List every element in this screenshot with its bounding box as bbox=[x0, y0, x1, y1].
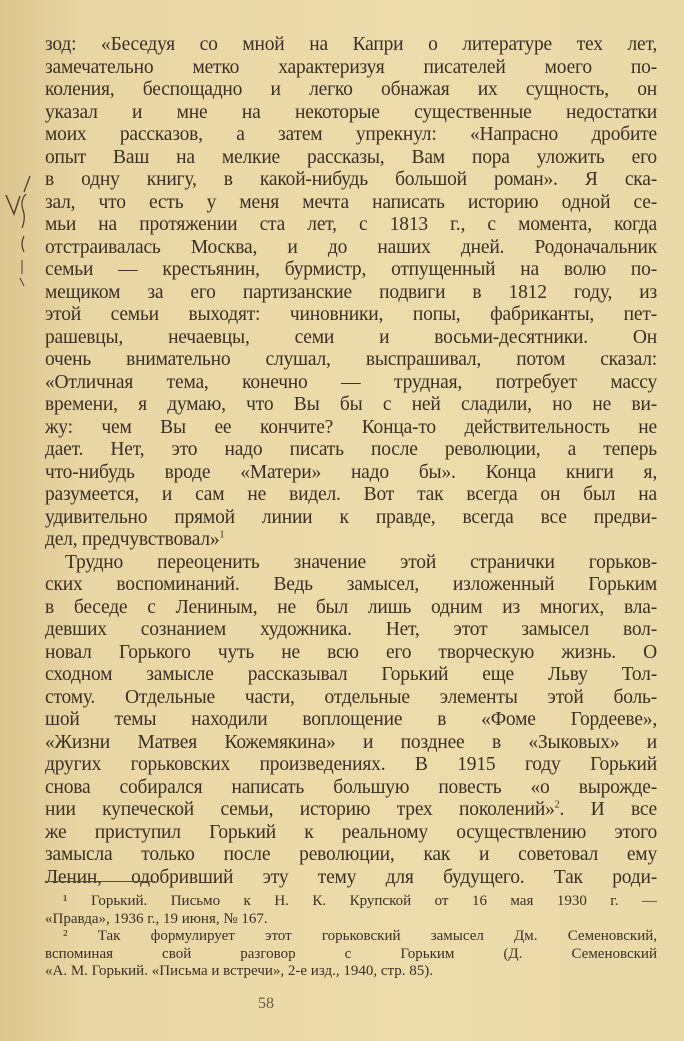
text-line-text: стому. Отдельные части, отдельные элементы этой боль- bbox=[45, 686, 657, 708]
text-line-text: дает. Нет, это надо писать после революции, а теперь bbox=[45, 439, 657, 460]
text-line bbox=[45, 237, 657, 260]
footnote-line-text: ¹ Горький. Письмо к Н. К. Крупской от 16 мая 1930 г. — bbox=[63, 893, 657, 909]
text-line-text: рашевцы, нечаевцы, семи и восьми-десятники. Он bbox=[45, 326, 657, 348]
text-line-text: нии купеческой семьи, историю трех поколений» bbox=[45, 799, 555, 820]
text-line bbox=[45, 102, 657, 125]
text-line-text: очень внимательно слушал, выспрашивал, потом сказал: bbox=[45, 349, 657, 370]
text-line bbox=[45, 642, 657, 665]
text-line-text: семьи — крестьянин, бурмистр, отпущенный на волю по- bbox=[45, 259, 657, 280]
text-line bbox=[45, 552, 657, 575]
text-line bbox=[45, 192, 657, 215]
footnotes bbox=[45, 893, 657, 981]
footnote-ref[interactable]: 1 bbox=[219, 529, 225, 541]
text-line bbox=[45, 754, 657, 777]
text-line bbox=[45, 822, 657, 845]
text-line-text: «Жизни Матвея Кожемякина» и позднее в «Зыковых» и bbox=[45, 731, 657, 753]
text-line-text: этой семьи выходят: чиновники, попы, фабриканты, пет- bbox=[45, 304, 657, 325]
handwritten-margin-marks bbox=[0, 170, 50, 290]
text-line bbox=[45, 394, 657, 417]
text-line bbox=[45, 867, 657, 890]
text-line-text: моих рассказов, а затем упрекнул: «Напрасно дробите bbox=[45, 124, 657, 145]
footnote-line bbox=[45, 893, 657, 911]
footnote-line bbox=[45, 963, 657, 981]
text-line-text: Трудно переоценить значение этой странички горьков- bbox=[65, 551, 657, 573]
text-line bbox=[45, 372, 657, 395]
text-line bbox=[45, 79, 657, 102]
text-line-text: замечательно метко характеризуя писателей моего по- bbox=[45, 56, 657, 78]
text-line-text: в беседе с Лениным, не был лишь одним из многих, вла- bbox=[45, 596, 657, 618]
text-line bbox=[45, 349, 657, 372]
text-line bbox=[45, 574, 657, 597]
page-number: 58 bbox=[258, 995, 274, 1012]
text-line-text: в одну книгу, в какой-нибудь большой роман». Я ска- bbox=[45, 169, 657, 190]
text-line bbox=[45, 484, 657, 507]
text-line-text: . И все bbox=[559, 799, 657, 820]
text-line-text: Ленин, одобривший эту тему для будущего. Так роди- bbox=[45, 866, 657, 888]
text-line-text: снова собирался написать большую повесть «о вырожде- bbox=[45, 776, 657, 798]
text-line bbox=[45, 709, 657, 732]
text-line bbox=[45, 214, 657, 237]
text-line-text: что-нибудь вроде «Матери» надо бы». Конца книги я, bbox=[45, 461, 657, 483]
text-line bbox=[45, 417, 657, 440]
text-line-text: мьи на протяжении ста лет, с 1813 г., с момента, когда bbox=[45, 214, 657, 235]
text-line bbox=[45, 619, 657, 642]
footnote-divider bbox=[45, 881, 155, 882]
text-line bbox=[45, 169, 657, 192]
text-line bbox=[45, 529, 657, 552]
text-line bbox=[45, 147, 657, 170]
text-line-text: отстраивалась Москва, и до наших дней. Родоначальник bbox=[45, 236, 657, 258]
text-line bbox=[45, 124, 657, 147]
footnote-line bbox=[45, 946, 657, 964]
text-line-text: опыт Ваш на мелкие рассказы, Вам пора уложить его bbox=[45, 146, 657, 168]
text-line-text: зод: «Беседуя со мной на Капри о литературе тех лет, bbox=[45, 34, 657, 55]
text-line bbox=[45, 282, 657, 305]
text-line-text: мещиком за его партизанские подвиги в 1812 году, из bbox=[45, 281, 657, 303]
text-line-text: девших сознанием художника. Нет, этот замысел вол- bbox=[45, 619, 657, 640]
text-line-text: шой темы находили воплощение в «Фоме Гордееве», bbox=[45, 709, 657, 730]
text-line-text: других горьковских произведениях. В 1915 году Горький bbox=[45, 754, 657, 775]
text-line bbox=[45, 304, 657, 327]
text-line bbox=[45, 844, 657, 867]
text-line-text: коления, беспощадно и легко обнажая их сущность, он bbox=[45, 79, 657, 100]
text-line-text: дел, предчувствовал» bbox=[45, 529, 220, 550]
text-line bbox=[45, 597, 657, 620]
footnote-line-text: ² Так формулирует этот горьковский замысел Дм. Семеновский, bbox=[63, 928, 657, 944]
footnote-line-text: вспоминая свой разговор с Горьким (Д. Семеновский bbox=[45, 945, 657, 962]
text-line bbox=[45, 327, 657, 350]
text-line-text: жу: чем Вы ее кончите? Конца-то действительность не bbox=[45, 416, 657, 438]
text-line bbox=[45, 57, 657, 80]
text-line bbox=[45, 259, 657, 282]
text-line-text: же приступил Горький к реальному осуществлению этого bbox=[45, 821, 657, 843]
text-line-text: сходном замысле рассказывал Горький еще Льву Тол- bbox=[45, 664, 657, 685]
text-line-text: ских воспоминаний. Ведь замысел, изложенный Горьким bbox=[45, 574, 657, 595]
footnote-line-text: «Правда», 1936 г., 19 июня, № 167. bbox=[45, 910, 268, 927]
footnote-line-text: «А. М. Горький. «Письма и встречи», 2-е изд., 1940, стр. 85). bbox=[45, 963, 433, 979]
footnote-ref[interactable]: 2 bbox=[554, 799, 560, 811]
text-line bbox=[45, 799, 657, 822]
text-line-text: времени, я думаю, что Вы бы с ней сладили, но не ви- bbox=[45, 394, 657, 415]
text-line bbox=[45, 664, 657, 687]
text-line bbox=[45, 34, 657, 57]
text-line bbox=[45, 462, 657, 485]
text-line bbox=[45, 439, 657, 462]
text-line-text: замысла только после революции, как и советовал ему bbox=[45, 844, 657, 865]
text-line-text: удивительно прямой линии к правде, всегда все предви- bbox=[45, 506, 657, 528]
footnote-line bbox=[45, 911, 657, 929]
text-line-text: указал и мне на некоторые существенные недостатки bbox=[45, 101, 657, 123]
text-line bbox=[45, 732, 657, 755]
footnote-line bbox=[45, 928, 657, 946]
text-line bbox=[45, 687, 657, 710]
main-text bbox=[45, 34, 657, 889]
text-line-text: зал, что есть у меня мечта написать историю одной се- bbox=[45, 191, 657, 213]
text-line bbox=[45, 507, 657, 530]
text-line-text: разумеется, и сам не видел. Вот так всегда он был на bbox=[45, 484, 657, 505]
text-line bbox=[45, 777, 657, 800]
text-line-text: новал Горького чуть не всю его творческую жизнь. О bbox=[45, 641, 657, 663]
text-line-text: «Отличная тема, конечно — трудная, потребует массу bbox=[45, 371, 657, 393]
